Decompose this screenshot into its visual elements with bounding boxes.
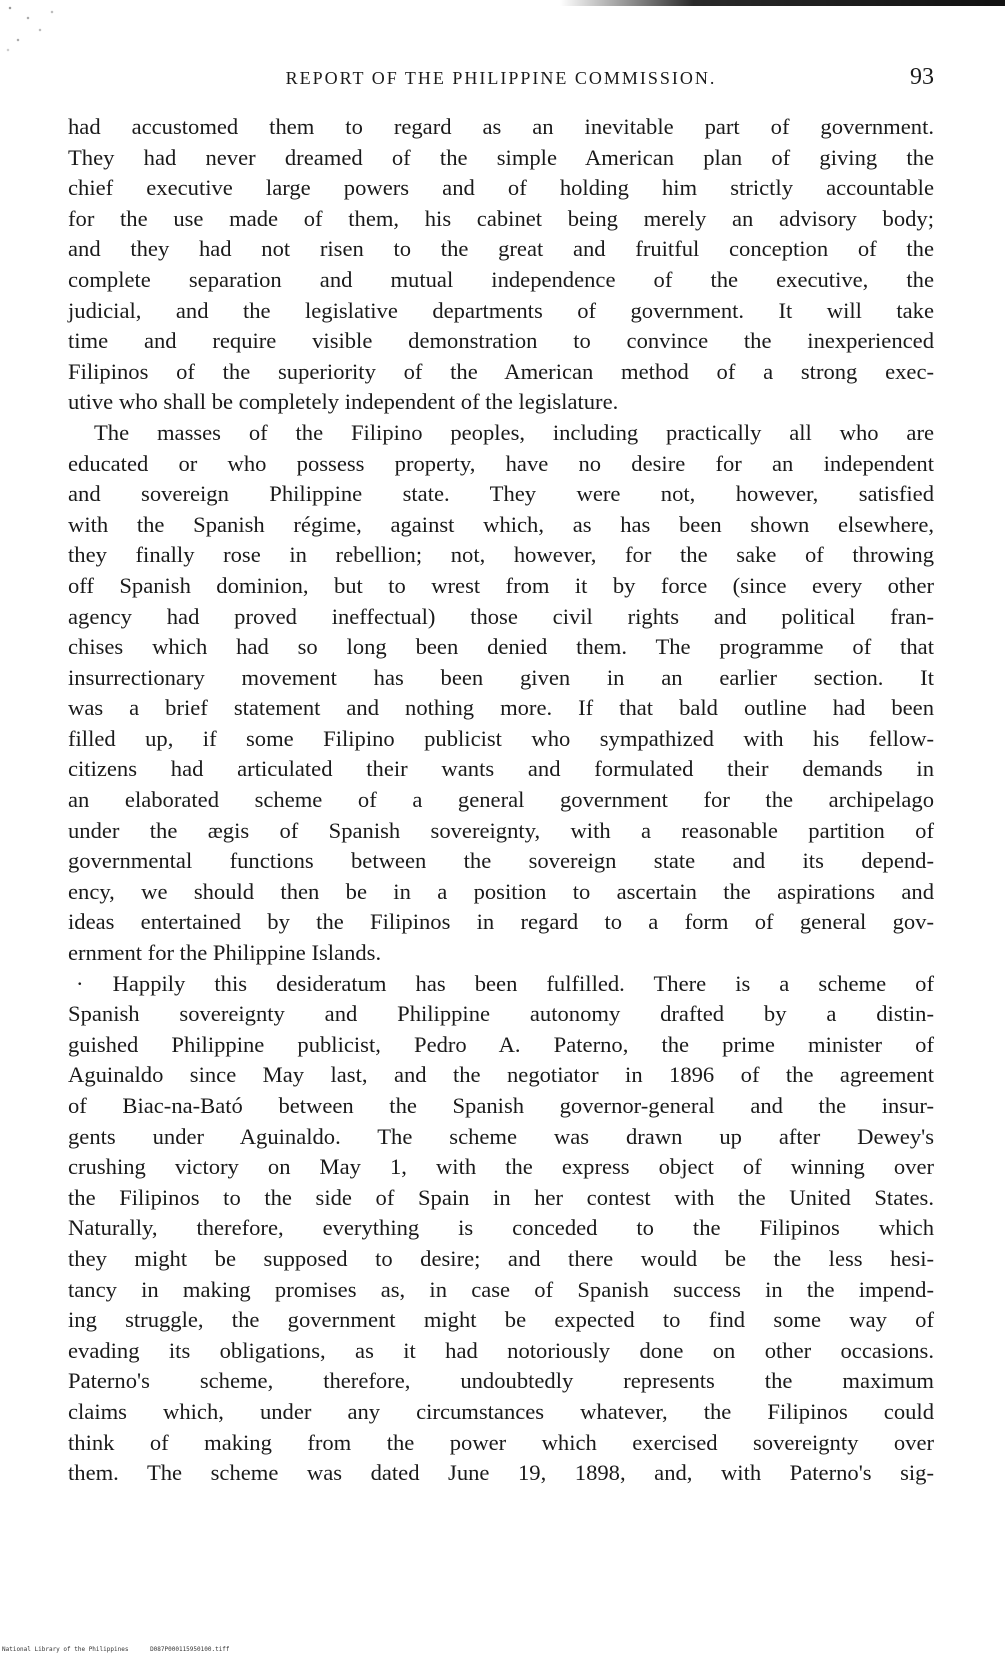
scan-noise — [0, 0, 70, 60]
text-line: of Biac-na-Bató between the Spanish governor-general and the insur- — [68, 1093, 934, 1118]
text-line: agency had proved ineffectual) those civil rights and political fran- — [68, 603, 934, 629]
file-name: D087P000115950100.tiff — [150, 1646, 230, 1653]
paragraph-start-line: The masses of the Filipino peoples, including practically all who are — [94, 419, 934, 445]
text-line: for the use made of them, his cabinet being merely an advisory body; — [68, 205, 934, 231]
text-line: was a brief statement and nothing more. If that bald outline had been — [68, 695, 934, 721]
page-number: 93 — [910, 64, 934, 90]
text-line: ency, we should then be in a position to ascertain the aspirations and — [68, 878, 934, 904]
text-line: educated or who possess property, have no desire for an independent — [68, 450, 934, 476]
text-line: governmental functions between the sovereign state and its depend- — [68, 848, 934, 874]
text-line: ernment for the Philippine Islands. — [68, 940, 382, 966]
text-line: ideas entertained by the Filipinos in regard to a form of general gov- — [68, 909, 934, 935]
text-line: time and require visible demonstration to convince the inexperienced — [68, 328, 934, 354]
text-line: claims which, under any circumstances whatever, the Filipinos could — [68, 1398, 934, 1424]
text-line: the Filipinos to the side of Spain in her contest with the United States. — [68, 1184, 934, 1210]
text-line: off Spanish dominion, but to wrest from it by force (since every other — [68, 572, 934, 598]
text-line: and sovereign Philippine state. They were not, however, satisfied — [68, 481, 934, 507]
paragraph-start-line: · Happily this desideratum has been fulfilled. There is a scheme of — [76, 970, 934, 996]
text-line: filled up, if some Filipino publicist who sympathized with his fellow- — [68, 725, 934, 751]
library-credit: National Library of the Philippines — [2, 1646, 129, 1653]
text-line: guished Philippine publicist, Pedro A. Paterno, the prime minister of — [68, 1031, 934, 1057]
page-header — [68, 64, 934, 94]
text-line: complete separation and mutual independence of the executive, the — [68, 266, 934, 292]
text-line: and they had not risen to the great and fruitful conception of the — [68, 236, 934, 262]
text-line: judicial, and the legislative departments of government. It will take — [68, 297, 934, 323]
text-line: under the ægis of Spanish sovereignty, with a reasonable partition of — [68, 817, 934, 843]
text-line: insurrectionary movement has been given in an earlier section. It — [68, 664, 934, 690]
text-line: ing struggle, the government might be expected to find some way of — [68, 1307, 934, 1333]
scan-edge-shadow — [560, 0, 1005, 6]
text-line: they might be supposed to desire; and there would be the less hesi- — [68, 1245, 934, 1271]
text-line: utive who shall be completely independent of the legislature. — [68, 389, 619, 415]
text-line: an elaborated scheme of a general government for the archipelago — [68, 787, 934, 813]
text-line: Spanish sovereignty and Philippine autonomy drafted by a distin- — [68, 1001, 934, 1027]
running-head: REPORT OF THE PHILIPPINE COMMISSION. — [285, 68, 717, 88]
text-line: Paterno's scheme, therefore, undoubtedly represents the maximum — [68, 1368, 934, 1394]
text-line: evading its obligations, as it had notoriously done on other occasions. — [68, 1337, 934, 1363]
text-line: crushing victory on May 1, with the express object of winning over — [68, 1154, 934, 1180]
scan-footer — [2, 1646, 230, 1653]
text-line: gents under Aguinaldo. The scheme was drawn up after Dewey's — [68, 1123, 934, 1149]
text-line: tancy in making promises as, in case of Spanish success in the impend- — [68, 1276, 934, 1302]
text-line: Naturally, therefore, everything is conceded to the Filipinos which — [68, 1215, 934, 1241]
text-line: them. The scheme was dated June 19, 1898, and, with Paterno's sig- — [68, 1460, 934, 1486]
text-line: citizens had articulated their wants and formulated their demands in — [68, 756, 934, 782]
text-line: chises which had so long been denied them. The programme of that — [68, 634, 934, 660]
body-text — [68, 112, 934, 1489]
text-line: chief executive large powers and of holding him strictly accountable — [68, 175, 934, 201]
text-line: Filipinos of the superiority of the American method of a strong exec- — [68, 358, 934, 384]
text-line: with the Spanish régime, against which, as has been shown elsewhere, — [68, 511, 934, 537]
text-line: had accustomed them to regard as an inevitable part of government. — [68, 114, 934, 139]
text-line: think of making from the power which exercised sovereignty over — [68, 1429, 934, 1455]
text-line: They had never dreamed of the simple American plan of giving the — [68, 144, 934, 170]
text-line: they finally rose in rebellion; not, however, for the sake of throwing — [68, 542, 934, 568]
text-line: Aguinaldo since May last, and the negotiator in 1896 of the agreement — [68, 1062, 934, 1088]
